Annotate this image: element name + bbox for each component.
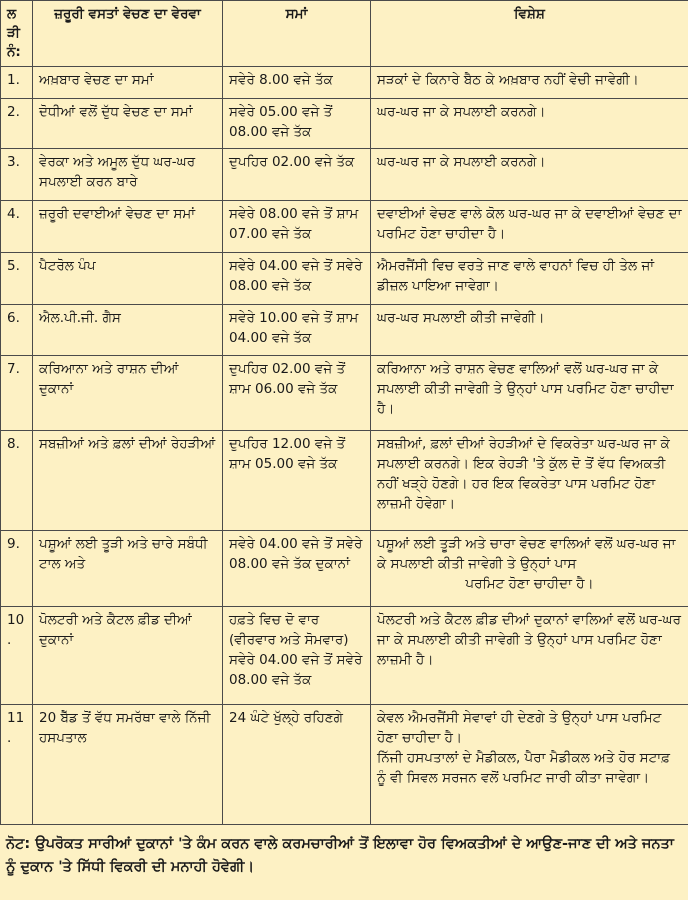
table-row — [1, 305, 688, 356]
table-row — [1, 67, 688, 99]
row-time: ਸਵੇਰੇ 04.00 ਵਜੇ ਤੋਂ ਸਵੇਰੇ 08.00 ਵਜੇ ਤੱਕ ਦੁਕਾਨਾਂ — [223, 531, 371, 607]
row-time: ਸਵੇਰੇ 08.00 ਵਜੇ ਤੋਂ ਸ਼ਾਮ 07.00 ਵਜੇ ਤੱਕ — [223, 201, 371, 253]
row-time: ਸਵੇਰੇ 05.00 ਵਜੇ ਤੋਂ 08.00 ਵਜੇ ਤੱਕ — [223, 99, 371, 149]
header-serial-number: ਲੜੀ ਨੰ: — [1, 1, 33, 67]
row-special: ਕਰਿਆਨਾ ਅਤੇ ਰਾਸ਼ਨ ਵੇਚਣ ਵਾਲਿਆਂ ਵਲੋਂ ਘਰ-ਘਰ ਜਾ ਕੇ ਸਪਲਾਈ ਕੀਤੀ ਜਾਵੇਗੀ ਤੇ ਉਨ੍ਹਾਂ ਪਾਸ ਪਰਮਿਟ ਹੋਣਾ ਚਾਹੀਦਾ ਹੈ। — [371, 356, 688, 431]
row-special: ਸਬਜ਼ੀਆਂ, ਫ਼ਲਾਂ ਦੀਆਂ ਰੇਹੜੀਆਂ ਦੇ ਵਿਕਰੇਤਾ ਘਰ-ਘਰ ਜਾ ਕੇ ਸਪਲਾਈ ਕਰਨਗੇ। ਇਕ ਰੇਹੜੀ 'ਤੇ ਕੁੱਲ ਦੋ ਤੋਂ ਵੱਧ ਵਿਅਕਤੀ ਨਹੀਂ ਖੜ੍ਹੇ ਹੋਣਗੇ। ਹਰ ਇਕ ਵਿਕਰੇਤਾ ਪਾਸ ਪਰਮਿਟ ਹੋਣਾ ਲਾਜ਼ਮੀ ਹੋਵੇਗਾ। — [371, 431, 688, 531]
row-serial: 6. — [1, 305, 33, 356]
row-time: ਦੁਪਹਿਰ 02.00 ਵਜੇ ਤੋਂ ਸ਼ਾਮ 06.00 ਵਜੇ ਤੱਕ — [223, 356, 371, 431]
row-serial: 3. — [1, 149, 33, 201]
table-row — [1, 431, 688, 531]
header-item-description: ਜ਼ਰੂਰੀ ਵਸਤਾਂ ਵੇਚਣ ਦਾ ਵੇਰਵਾ — [33, 1, 223, 67]
row-special: ਐਮਰਜੈਂਸੀ ਵਿਚ ਵਰਤੇ ਜਾਣ ਵਾਲੇ ਵਾਹਨਾਂ ਵਿਚ ਹੀ ਤੇਲ ਜਾਂ ਡੀਜ਼ਲ ਪਾਇਆ ਜਾਵੇਗਾ। — [371, 253, 688, 305]
row-special-tail: ਨਿੱਜੀ ਹਸਪਤਾਲਾਂ ਦੇ ਮੈਡੀਕਲ, ਪੈਰਾ ਮੈਡੀਕਲ ਅਤੇ ਹੋਰ ਸਟਾਫ਼ ਨੂੰ ਵੀ ਸਿਵਲ ਸਰਜਨ ਵਲੋਂ ਪਰਮਿਟ ਜਾਰੀ ਕੀਤਾ ਜਾਵੇਗਾ। — [377, 750, 670, 786]
row-item: ਪੋਲਟਰੀ ਅਤੇ ਕੈਟਲ ਫ਼ੀਡ ਦੀਆਂ ਦੁਕਾਨਾਂ — [33, 607, 223, 705]
row-time: ਸਵੇਰੇ 04.00 ਵਜੇ ਤੋਂ ਸਵੇਰੇ 08.00 ਵਜੇ ਤੱਕ — [223, 253, 371, 305]
row-item: ਅਖ਼ਬਾਰ ਵੇਚਣ ਦਾ ਸਮਾਂ — [33, 67, 223, 99]
row-serial: 1. — [1, 67, 33, 99]
table-row — [1, 99, 688, 149]
table-row — [1, 705, 688, 825]
header-time: ਸਮਾਂ — [223, 1, 371, 67]
row-item: 20 ਬੈੱਡ ਤੋਂ ਵੱਧ ਸਮਰੱਥਾ ਵਾਲੇ ਨਿੱਜੀ ਹਸਪਤਾਲ — [33, 705, 223, 825]
table-row — [1, 607, 688, 705]
row-item: ਐਲ.ਪੀ.ਜੀ. ਗੈਸ — [33, 305, 223, 356]
row-item: ਸਬਜ਼ੀਆਂ ਅਤੇ ਫ਼ਲਾਂ ਦੀਆਂ ਰੇਹੜੀਆਂ — [33, 431, 223, 531]
footnote — [6, 833, 682, 879]
row-special-cell — [371, 531, 688, 607]
footnote-label: ਨੋਟ: — [6, 836, 31, 852]
row-special: ਪਸ਼ੂਆਂ ਲਈ ਤੂੜੀ ਅਤੇ ਚਾਰਾ ਵੇਚਣ ਵਾਲਿਆਂ ਵਲੋਂ ਘਰ-ਘਰ ਜਾ ਕੇ ਸਪਲਾਈ ਕੀਤੀ ਜਾਵੇਗੀ ਤੇ ਉਨ੍ਹਾਂ ਪਾਸ — [377, 536, 676, 572]
row-time: ਹਫ਼ਤੇ ਵਿਚ ਦੋ ਵਾਰ (ਵੀਰਵਾਰ ਅਤੇ ਸੋਮਵਾਰ) ਸਵੇਰੇ 04.00 ਵਜੇ ਤੋਂ ਸਵੇਰੇ 08.00 ਵਜੇ ਤੱਕ — [223, 607, 371, 705]
row-special: ਪੋਲਟਰੀ ਅਤੇ ਕੈਟਲ ਫ਼ੀਡ ਦੀਆਂ ਦੁਕਾਨਾਂ ਵਾਲਿਆਂ ਵਲੋਂ ਘਰ-ਘਰ ਜਾ ਕੇ ਸਪਲਾਈ ਕੀਤੀ ਜਾਵੇਗੀ ਤੇ ਉਨ੍ਹਾਂ ਪਾਸ ਪਰਮਿਟ ਹੋਣਾ ਲਾਜ਼ਮੀ ਹੈ। — [371, 607, 688, 705]
row-serial: 7. — [1, 356, 33, 431]
row-special: ਸੜਕਾਂ ਦੇ ਕਿਨਾਰੇ ਬੈਠ ਕੇ ਅਖ਼ਬਾਰ ਨਹੀਂ ਵੇਚੀ ਜਾਵੇਗੀ। — [371, 67, 688, 99]
row-special: ਘਰ-ਘਰ ਸਪਲਾਈ ਕੀਤੀ ਜਾਵੇਗੀ। — [371, 305, 688, 356]
header-special: ਵਿਸ਼ੇਸ਼ — [371, 1, 688, 67]
row-special: ਘਰ-ਘਰ ਜਾ ਕੇ ਸਪਲਾਈ ਕਰਨਗੇ। — [371, 99, 688, 149]
row-item: ਜ਼ਰੂਰੀ ਦਵਾਈਆਂ ਵੇਚਣ ਦਾ ਸਮਾਂ — [33, 201, 223, 253]
table-row — [1, 149, 688, 201]
table-row — [1, 356, 688, 431]
row-serial: 2. — [1, 99, 33, 149]
row-special: ਕੇਵਲ ਐਮਰਜੈਂਸੀ ਸੇਵਾਵਾਂ ਹੀ ਦੇਣਗੇ ਤੇ ਉਨ੍ਹਾਂ ਪਾਸ ਪਰਮਿਟ ਹੋਣਾ ਚਾਹੀਦਾ ਹੈ। — [377, 710, 662, 746]
table-row — [1, 531, 688, 607]
row-serial: 11. — [1, 705, 33, 825]
table-row — [1, 201, 688, 253]
table-row — [1, 253, 688, 305]
row-special: ਦਵਾਈਆਂ ਵੇਚਣ ਵਾਲੇ ਕੋਲ ਘਰ-ਘਰ ਜਾ ਕੇ ਦਵਾਈਆਂ ਵੇਚਣ ਦਾ ਪਰਮਿਟ ਹੋਣਾ ਚਾਹੀਦਾ ਹੈ। — [371, 201, 688, 253]
row-item: ਪਸ਼ੂਆਂ ਲਈ ਤੂੜੀ ਅਤੇ ਚਾਰੇ ਸਬੰਧੀ ਟਾਲ ਅਤੇ — [33, 531, 223, 607]
row-item: ਪੈਟਰੋਲ ਪੰਪ — [33, 253, 223, 305]
footnote-text: ਉਪਰੋਕਤ ਸਾਰੀਆਂ ਦੁਕਾਨਾਂ 'ਤੇ ਕੰਮ ਕਰਨ ਵਾਲੇ ਕਰਮਚਾਰੀਆਂ ਤੋਂ ਇਲਾਵਾ ਹੋਰ ਵਿਅਕਤੀਆਂ ਦੇ ਆਉਣ-ਜਾਣ ਦੀ ਅਤੇ ਜਨਤਾ ਨੂੰ ਦੁਕਾਨ 'ਤੇ ਸਿੱਧੀ ਵਿਕਰੀ ਦੀ ਮਨਾਹੀ ਹੋਵੇਗੀ। — [6, 836, 674, 875]
row-special: ਘਰ-ਘਰ ਜਾ ਕੇ ਸਪਲਾਈ ਕਰਨਗੇ। — [371, 149, 688, 201]
table-header-row — [1, 1, 688, 67]
row-serial: 5. — [1, 253, 33, 305]
row-serial: 10. — [1, 607, 33, 705]
row-special-cell — [371, 705, 688, 825]
row-item: ਦੋਧੀਆਂ ਵਲੋਂ ਦੁੱਧ ਵੇਚਣ ਦਾ ਸਮਾਂ — [33, 99, 223, 149]
row-serial: 8. — [1, 431, 33, 531]
row-item: ਕਰਿਆਨਾ ਅਤੇ ਰਾਸ਼ਨ ਦੀਆਂ ਦੁਕਾਨਾਂ — [33, 356, 223, 431]
row-time: 24 ਘੰਟੇ ਖੁੱਲ੍ਹੇ ਰਹਿਣਗੇ — [223, 705, 371, 825]
row-special-tail: ਪਰਮਿਟ ਹੋਣਾ ਚਾਹੀਦਾ ਹੈ। — [465, 576, 594, 592]
row-time: ਸਵੇਰੇ 10.00 ਵਜੇ ਤੋਂ ਸ਼ਾਮ 04.00 ਵਜੇ ਤੱਕ — [223, 305, 371, 356]
row-item: ਵੇਰਕਾ ਅਤੇ ਅਮੂਲ ਦੁੱਧ ਘਰ-ਘਰ ਸਪਲਾਈ ਕਰਨ ਬਾਰੇ — [33, 149, 223, 201]
row-time: ਸਵੇਰੇ 8.00 ਵਜੇ ਤੱਕ — [223, 67, 371, 99]
row-serial: 4. — [1, 201, 33, 253]
row-time: ਦੁਪਹਿਰ 02.00 ਵਜੇ ਤੱਕ — [223, 149, 371, 201]
row-time: ਦੁਪਹਿਰ 12.00 ਵਜੇ ਤੋਂ ਸ਼ਾਮ 05.00 ਵਜੇ ਤੱਕ — [223, 431, 371, 531]
row-serial: 9. — [1, 531, 33, 607]
